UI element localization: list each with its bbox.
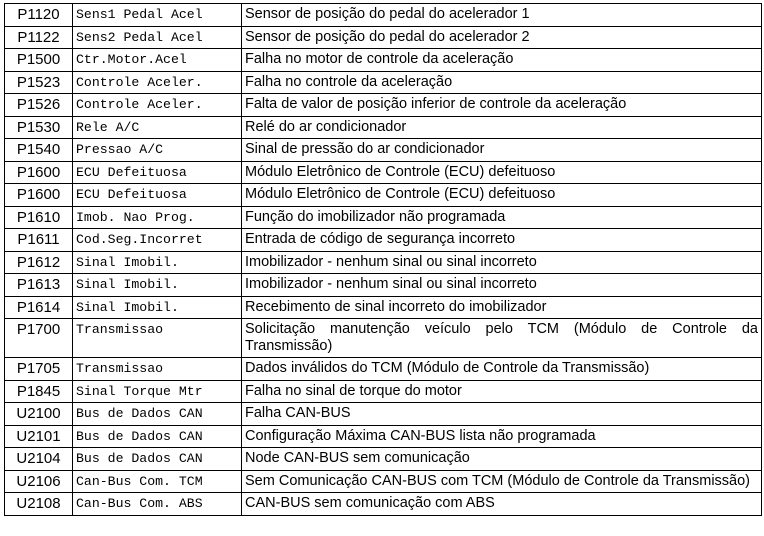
table-row — [5, 184, 762, 207]
fault-description: Falha no controle da aceleração — [242, 71, 762, 94]
short-label: Imob. Nao Prog. — [73, 206, 242, 229]
short-label: Pressao A/C — [73, 139, 242, 162]
fault-code: P1523 — [5, 71, 73, 94]
short-label: Bus de Dados CAN — [73, 425, 242, 448]
short-label: Rele A/C — [73, 116, 242, 139]
fault-description: Sinal de pressão do ar condicionador — [242, 139, 762, 162]
short-label: Cod.Seg.Incorret — [73, 229, 242, 252]
fault-code: P1700 — [5, 319, 73, 358]
fault-code: P1540 — [5, 139, 73, 162]
table-row — [5, 71, 762, 94]
fault-description: Node CAN-BUS sem comunicação — [242, 448, 762, 471]
short-label: Bus de Dados CAN — [73, 448, 242, 471]
short-label: Bus de Dados CAN — [73, 403, 242, 426]
short-label: Controle Aceler. — [73, 71, 242, 94]
table-row — [5, 448, 762, 471]
table-row — [5, 206, 762, 229]
fault-code: U2108 — [5, 493, 73, 516]
table-row — [5, 94, 762, 117]
fault-code: P1611 — [5, 229, 73, 252]
fault-description: Imobilizador - nenhum sinal ou sinal incorreto — [242, 251, 762, 274]
fault-code: P1600 — [5, 184, 73, 207]
fault-description: Falha no motor de controle da aceleração — [242, 49, 762, 72]
fault-description: Dados inválidos do TCM (Módulo de Controle da Transmissão) — [242, 358, 762, 381]
fault-code: P1613 — [5, 274, 73, 297]
fault-description: Entrada de código de segurança incorreto — [242, 229, 762, 252]
fault-code: P1600 — [5, 161, 73, 184]
fault-description: Falta de valor de posição inferior de controle da aceleração — [242, 94, 762, 117]
table-row — [5, 380, 762, 403]
table-row — [5, 4, 762, 27]
short-label: Sinal Torque Mtr — [73, 380, 242, 403]
fault-description: Imobilizador - nenhum sinal ou sinal incorreto — [242, 274, 762, 297]
fault-description: Sensor de posição do pedal do acelerador 1 — [242, 4, 762, 27]
fault-description: Sem Comunicação CAN-BUS com TCM (Módulo de Controle da Transmissão) — [242, 470, 762, 493]
fault-code: P1122 — [5, 26, 73, 49]
table-row — [5, 116, 762, 139]
fault-description: Falha CAN-BUS — [242, 403, 762, 426]
short-label: ECU Defeituosa — [73, 184, 242, 207]
fault-description: Função do imobilizador não programada — [242, 206, 762, 229]
fault-description: Recebimento de sinal incorreto do imobilizador — [242, 296, 762, 319]
fault-code: P1120 — [5, 4, 73, 27]
short-label: Sens1 Pedal Acel — [73, 4, 242, 27]
fault-code: P1612 — [5, 251, 73, 274]
table-row — [5, 296, 762, 319]
short-label: Sens2 Pedal Acel — [73, 26, 242, 49]
fault-description: Falha no sinal de torque do motor — [242, 380, 762, 403]
table-row — [5, 139, 762, 162]
short-label: Sinal Imobil. — [73, 296, 242, 319]
table-row — [5, 493, 762, 516]
table-row — [5, 229, 762, 252]
short-label: Sinal Imobil. — [73, 274, 242, 297]
fault-code: U2106 — [5, 470, 73, 493]
fault-code: U2104 — [5, 448, 73, 471]
table-row — [5, 274, 762, 297]
fault-code: P1614 — [5, 296, 73, 319]
fault-code: P1705 — [5, 358, 73, 381]
table-row — [5, 425, 762, 448]
fault-code: U2100 — [5, 403, 73, 426]
table-row — [5, 49, 762, 72]
fault-description: CAN-BUS sem comunicação com ABS — [242, 493, 762, 516]
table-row — [5, 26, 762, 49]
fault-description: Solicitação manutenção veículo pelo TCM (Módulo de Controle da Transmissão) — [242, 319, 762, 358]
fault-code: P1500 — [5, 49, 73, 72]
short-label: Controle Aceler. — [73, 94, 242, 117]
fault-code: P1610 — [5, 206, 73, 229]
fault-code: P1845 — [5, 380, 73, 403]
fault-description: Módulo Eletrônico de Controle (ECU) defeituoso — [242, 184, 762, 207]
short-label: Transmissao — [73, 358, 242, 381]
short-label: Can-Bus Com. TCM — [73, 470, 242, 493]
short-label: ECU Defeituosa — [73, 161, 242, 184]
table-row — [5, 251, 762, 274]
table-row — [5, 358, 762, 381]
table-row — [5, 319, 762, 358]
short-label: Ctr.Motor.Acel — [73, 49, 242, 72]
fault-description: Configuração Máxima CAN-BUS lista não programada — [242, 425, 762, 448]
fault-code: P1530 — [5, 116, 73, 139]
fault-code-table — [4, 3, 762, 516]
table-row — [5, 161, 762, 184]
fault-description: Módulo Eletrônico de Controle (ECU) defeituoso — [242, 161, 762, 184]
short-label: Transmissao — [73, 319, 242, 358]
fault-description: Sensor de posição do pedal do acelerador 2 — [242, 26, 762, 49]
table-row — [5, 470, 762, 493]
short-label: Can-Bus Com. ABS — [73, 493, 242, 516]
table-row — [5, 403, 762, 426]
fault-description: Relé do ar condicionador — [242, 116, 762, 139]
short-label: Sinal Imobil. — [73, 251, 242, 274]
fault-code: P1526 — [5, 94, 73, 117]
fault-code: U2101 — [5, 425, 73, 448]
